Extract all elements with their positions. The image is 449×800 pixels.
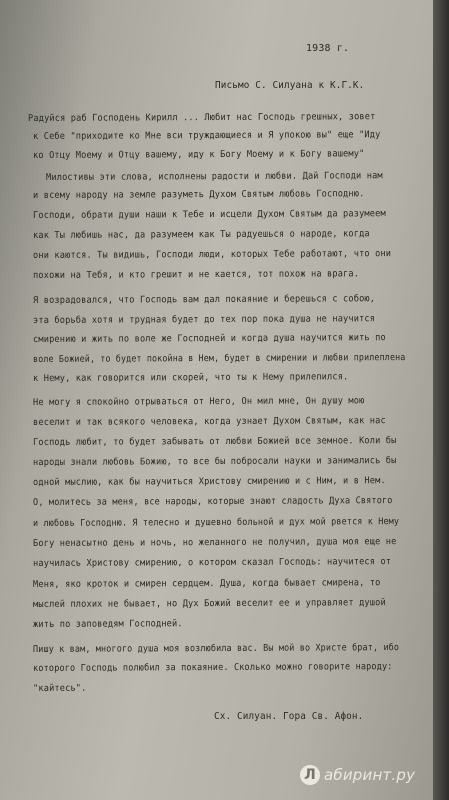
text-line: научилась Христову смирению, о котором сказал Господь: научитеся от [33,556,392,569]
watermark-text: абиринт.ру [324,766,416,784]
text-line: и всему народу на земле разуметь Духом Святым любовь Господню. [33,188,365,201]
text-line: Милостивы эти слова, исполнены радости и любви. Дай Господи нам [46,170,383,183]
text-line: смирению и жить по воле же Господней и когда душа научится жить по [33,332,386,345]
text-line: ко Отцу Моему и Отцу вашему, иду к Богу Моему и к Богу вашему" [33,148,365,161]
text-line: и любовь Господню. Я телесно и душевно больной и дух мой рвется к Нему [33,516,400,529]
text-line: они каются. Ты видишь, Господи люди, которых Тебе работают, что они [33,248,392,261]
text-line: Богу ненасытно день и ночь, но желанного не получил, душа моя еще не [33,536,397,549]
text-line: мыслей плохих не бывает, но Дух Божий веселит ее и управляет душой [33,597,386,610]
watermark [300,762,415,788]
text-line: народы знали любовь Божию, то все бы побросали науки и занимались бы [33,455,397,468]
text-line: Не могу я спокойно отрываться от Него, Он мил мне, Он душу мою [33,395,365,408]
text-line: к Нему, как говорится или скорей, что ты к Нему прилепился. [33,371,349,384]
text-line: воле Божией, то будет покойна в Нем, будет в смирении и любви прилеплена [33,352,406,365]
text-line: одной мыслию, как бы научиться Христову смирению и с Ним, и в Нем. [33,475,386,488]
text-line: О, молитесь за меня, все народы, которые знают сладость Духа Святого [33,495,393,508]
text-line: как Ты любишь нас, да разумеем как Ты радуешься о народе, когда [33,228,370,241]
text-line: похожи на Тебя, и кто грешит и не кается, тот похож на врага. [33,268,360,281]
book-edge [433,0,449,800]
letter-heading: Письмо С. Силуана к К.Г.К. [215,80,365,91]
text-line: эта борьба хотя и трудная будет до тех пор пока душа не научится [33,313,376,326]
labirint-logo-icon: Л [300,765,320,785]
text-line: жить по заповедям Господней. [33,618,183,630]
signature: Сх. Силуан. Гора Св. Афон. [214,711,364,722]
text-line: веселит и так всякого человека, когда узнает Духом Святым, как нас [33,415,386,428]
text-line: Меня, яко кроток и смирен сердцем. Душа, когда бывает смирена, то [33,577,381,590]
text-line: Я возрадовался, что Господь вам дал покаяние и берешься с собою, [33,293,376,306]
text-line: к Себе "приходите ко Мне вси труждающиеся и Я упокою вы" еще "Иду [33,129,381,142]
text-line: Господи, обрати души наши к Тебе и исцели Духом Святым да разумеем [33,208,386,221]
text-line: "кайтесь". [33,682,87,694]
text-line: Господь любит, то будет забывать от любви Божией все земное. Коли бы [33,435,397,448]
text-line: Радуйся раб Господень Кирилл ... Любит нас Господь грешных, зовет [28,111,376,124]
text-line: Пишу к вам, многого душа моя возлюбила вас. Вы мой во Христе брат, ибо [33,642,400,655]
text-line: которого Господь полюбил за покаяние. Сколько можно говорите народу: [33,661,393,674]
document-date: 1938 г. [306,43,350,54]
